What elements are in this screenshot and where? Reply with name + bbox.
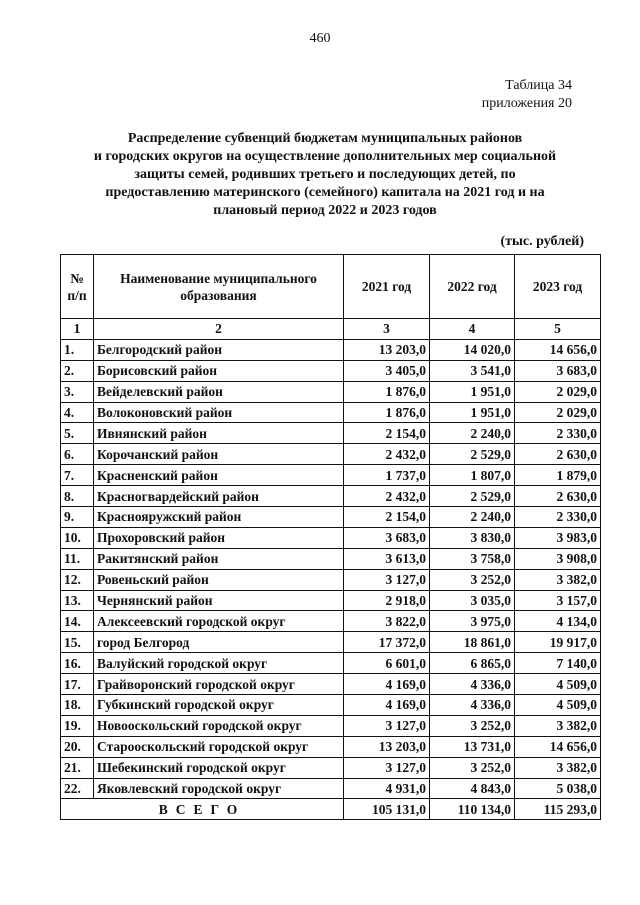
- row-number: 15.: [61, 632, 94, 653]
- row-2022: 3 541,0: [430, 360, 515, 381]
- row-2022: 4 843,0: [430, 778, 515, 799]
- table-row: [61, 653, 601, 674]
- row-name: Ровеньский район: [94, 569, 344, 590]
- table-row: [61, 695, 601, 716]
- row-2022: 3 035,0: [430, 590, 515, 611]
- row-2023: 7 140,0: [515, 653, 601, 674]
- row-2023: 2 630,0: [515, 444, 601, 465]
- table-row: [61, 632, 601, 653]
- row-2021: 3 127,0: [344, 569, 430, 590]
- total-2022: 110 134,0: [430, 799, 515, 820]
- row-2021: 1 737,0: [344, 465, 430, 486]
- row-2023: 1 879,0: [515, 465, 601, 486]
- row-name: Корочанский район: [94, 444, 344, 465]
- row-name: Валуйский городской округ: [94, 653, 344, 674]
- row-name: Новооскольский городской округ: [94, 715, 344, 736]
- index-cell: 5: [515, 319, 601, 340]
- row-2023: 14 656,0: [515, 736, 601, 757]
- row-2022: 18 861,0: [430, 632, 515, 653]
- header-name: Наименование муниципального образования: [94, 255, 344, 319]
- row-2021: 4 169,0: [344, 695, 430, 716]
- row-number: 5.: [61, 423, 94, 444]
- row-name: Прохоровский район: [94, 527, 344, 548]
- row-number: 20.: [61, 736, 94, 757]
- row-name: Белгородский район: [94, 339, 344, 360]
- row-2023: 3 382,0: [515, 715, 601, 736]
- row-name: Волоконовский район: [94, 402, 344, 423]
- row-2021: 3 127,0: [344, 715, 430, 736]
- row-number: 21.: [61, 757, 94, 778]
- table-row: [61, 715, 601, 736]
- row-number: 18.: [61, 695, 94, 716]
- table-row: [61, 381, 601, 402]
- table-row: [61, 569, 601, 590]
- row-2021: 2 154,0: [344, 507, 430, 528]
- table-row: [61, 402, 601, 423]
- row-number: 6.: [61, 444, 94, 465]
- table-label-line1: Таблица 34: [505, 78, 572, 93]
- row-2022: 14 020,0: [430, 339, 515, 360]
- row-2023: 2 330,0: [515, 507, 601, 528]
- table-row: [61, 674, 601, 695]
- total-2023: 115 293,0: [515, 799, 601, 820]
- row-2021: 4 931,0: [344, 778, 430, 799]
- row-2021: 4 169,0: [344, 674, 430, 695]
- table-row: [61, 736, 601, 757]
- title-line: предоставлению материнского (семейного) капитала на 2021 год и на: [105, 185, 545, 200]
- row-2023: 2 330,0: [515, 423, 601, 444]
- row-2023: 3 983,0: [515, 527, 601, 548]
- table-row: [61, 423, 601, 444]
- row-2023: 14 656,0: [515, 339, 601, 360]
- row-2022: 3 252,0: [430, 715, 515, 736]
- title-line: защиты семей, родивших третьего и последующих детей, по: [134, 167, 516, 182]
- row-2021: 2 154,0: [344, 423, 430, 444]
- table-row: [61, 465, 601, 486]
- table-row: [61, 548, 601, 569]
- row-2021: 2 432,0: [344, 486, 430, 507]
- total-2021: 105 131,0: [344, 799, 430, 820]
- row-number: 2.: [61, 360, 94, 381]
- row-name: Борисовский район: [94, 360, 344, 381]
- row-2021: 2 432,0: [344, 444, 430, 465]
- row-2022: 2 529,0: [430, 444, 515, 465]
- header-2022: 2022 год: [430, 255, 515, 319]
- row-name: Красненский район: [94, 465, 344, 486]
- row-2023: 3 157,0: [515, 590, 601, 611]
- column-index-row: [61, 319, 601, 340]
- row-number: 1.: [61, 339, 94, 360]
- row-name: Чернянский район: [94, 590, 344, 611]
- row-2022: 4 336,0: [430, 695, 515, 716]
- row-name: Шебекинский городской округ: [94, 757, 344, 778]
- row-2023: 2 029,0: [515, 381, 601, 402]
- row-2022: 3 830,0: [430, 527, 515, 548]
- row-2022: 3 975,0: [430, 611, 515, 632]
- row-2021: 13 203,0: [344, 736, 430, 757]
- row-2022: 1 951,0: [430, 381, 515, 402]
- document-title: [60, 130, 590, 220]
- row-number: 11.: [61, 548, 94, 569]
- row-number: 17.: [61, 674, 94, 695]
- row-name: Губкинский городской округ: [94, 695, 344, 716]
- row-number: 16.: [61, 653, 94, 674]
- row-2023: 19 917,0: [515, 632, 601, 653]
- row-2021: 6 601,0: [344, 653, 430, 674]
- row-2022: 6 865,0: [430, 653, 515, 674]
- row-2021: 13 203,0: [344, 339, 430, 360]
- row-2022: 4 336,0: [430, 674, 515, 695]
- row-name: Старооскольский городской округ: [94, 736, 344, 757]
- row-2021: 3 613,0: [344, 548, 430, 569]
- row-2021: 1 876,0: [344, 402, 430, 423]
- row-name: Алексеевский городской округ: [94, 611, 344, 632]
- row-name: Яковлевский городской округ: [94, 778, 344, 799]
- table-row: [61, 507, 601, 528]
- table-row: [61, 339, 601, 360]
- table-row: [61, 757, 601, 778]
- header-2021: 2021 год: [344, 255, 430, 319]
- row-number: 4.: [61, 402, 94, 423]
- units-label: (тыс. рублей): [500, 234, 584, 249]
- row-name: Ивнянский район: [94, 423, 344, 444]
- row-number: 14.: [61, 611, 94, 632]
- total-row: [61, 799, 601, 820]
- index-cell: 4: [430, 319, 515, 340]
- row-2021: 2 918,0: [344, 590, 430, 611]
- subsidy-table: [60, 254, 601, 820]
- row-number: 8.: [61, 486, 94, 507]
- row-2021: 3 405,0: [344, 360, 430, 381]
- header-2023: 2023 год: [515, 255, 601, 319]
- title-line: плановый период 2022 и 2023 годов: [213, 203, 437, 218]
- row-number: 22.: [61, 778, 94, 799]
- row-2021: 17 372,0: [344, 632, 430, 653]
- table-row: [61, 486, 601, 507]
- row-2022: 1 807,0: [430, 465, 515, 486]
- row-2021: 3 822,0: [344, 611, 430, 632]
- page-number: 460: [309, 31, 331, 46]
- row-2023: 2 630,0: [515, 486, 601, 507]
- row-name: Ракитянский район: [94, 548, 344, 569]
- row-2021: 1 876,0: [344, 381, 430, 402]
- row-2023: 4 509,0: [515, 695, 601, 716]
- index-cell: 1: [61, 319, 94, 340]
- index-cell: 3: [344, 319, 430, 340]
- row-2023: 5 038,0: [515, 778, 601, 799]
- row-2023: 2 029,0: [515, 402, 601, 423]
- row-name: Краснояружский район: [94, 507, 344, 528]
- row-2022: 2 240,0: [430, 423, 515, 444]
- row-2022: 3 252,0: [430, 569, 515, 590]
- row-number: 19.: [61, 715, 94, 736]
- row-2023: 3 382,0: [515, 569, 601, 590]
- row-name: Вейделевский район: [94, 381, 344, 402]
- row-number: 9.: [61, 507, 94, 528]
- row-2023: 3 908,0: [515, 548, 601, 569]
- row-2021: 3 683,0: [344, 527, 430, 548]
- row-2022: 13 731,0: [430, 736, 515, 757]
- table-label-line2: приложения 20: [481, 96, 572, 111]
- row-number: 12.: [61, 569, 94, 590]
- row-name: Красногвардейский район: [94, 486, 344, 507]
- table-row: [61, 444, 601, 465]
- row-2022: 2 240,0: [430, 507, 515, 528]
- header-number: № п/п: [61, 255, 94, 319]
- row-2022: 3 758,0: [430, 548, 515, 569]
- row-2023: 3 382,0: [515, 757, 601, 778]
- row-name: город Белгород: [94, 632, 344, 653]
- table-row: [61, 527, 601, 548]
- header-row: [61, 255, 601, 319]
- row-name: Грайворонский городской округ: [94, 674, 344, 695]
- table-row: [61, 360, 601, 381]
- row-number: 13.: [61, 590, 94, 611]
- row-number: 10.: [61, 527, 94, 548]
- row-2023: 4 509,0: [515, 674, 601, 695]
- row-number: 3.: [61, 381, 94, 402]
- row-2023: 4 134,0: [515, 611, 601, 632]
- table-label: [482, 77, 572, 113]
- row-2022: 1 951,0: [430, 402, 515, 423]
- row-number: 7.: [61, 465, 94, 486]
- table-row: [61, 778, 601, 799]
- table-row: [61, 590, 601, 611]
- row-2021: 3 127,0: [344, 757, 430, 778]
- title-line: Распределение субвенций бюджетам муниципальных районов: [127, 131, 523, 146]
- total-label: ВСЕГО: [61, 799, 344, 820]
- row-2022: 3 252,0: [430, 757, 515, 778]
- row-2023: 3 683,0: [515, 360, 601, 381]
- index-cell: 2: [94, 319, 344, 340]
- row-2022: 2 529,0: [430, 486, 515, 507]
- title-line: и городских округов на осуществление дополнительных мер социальной: [93, 149, 557, 164]
- table-row: [61, 611, 601, 632]
